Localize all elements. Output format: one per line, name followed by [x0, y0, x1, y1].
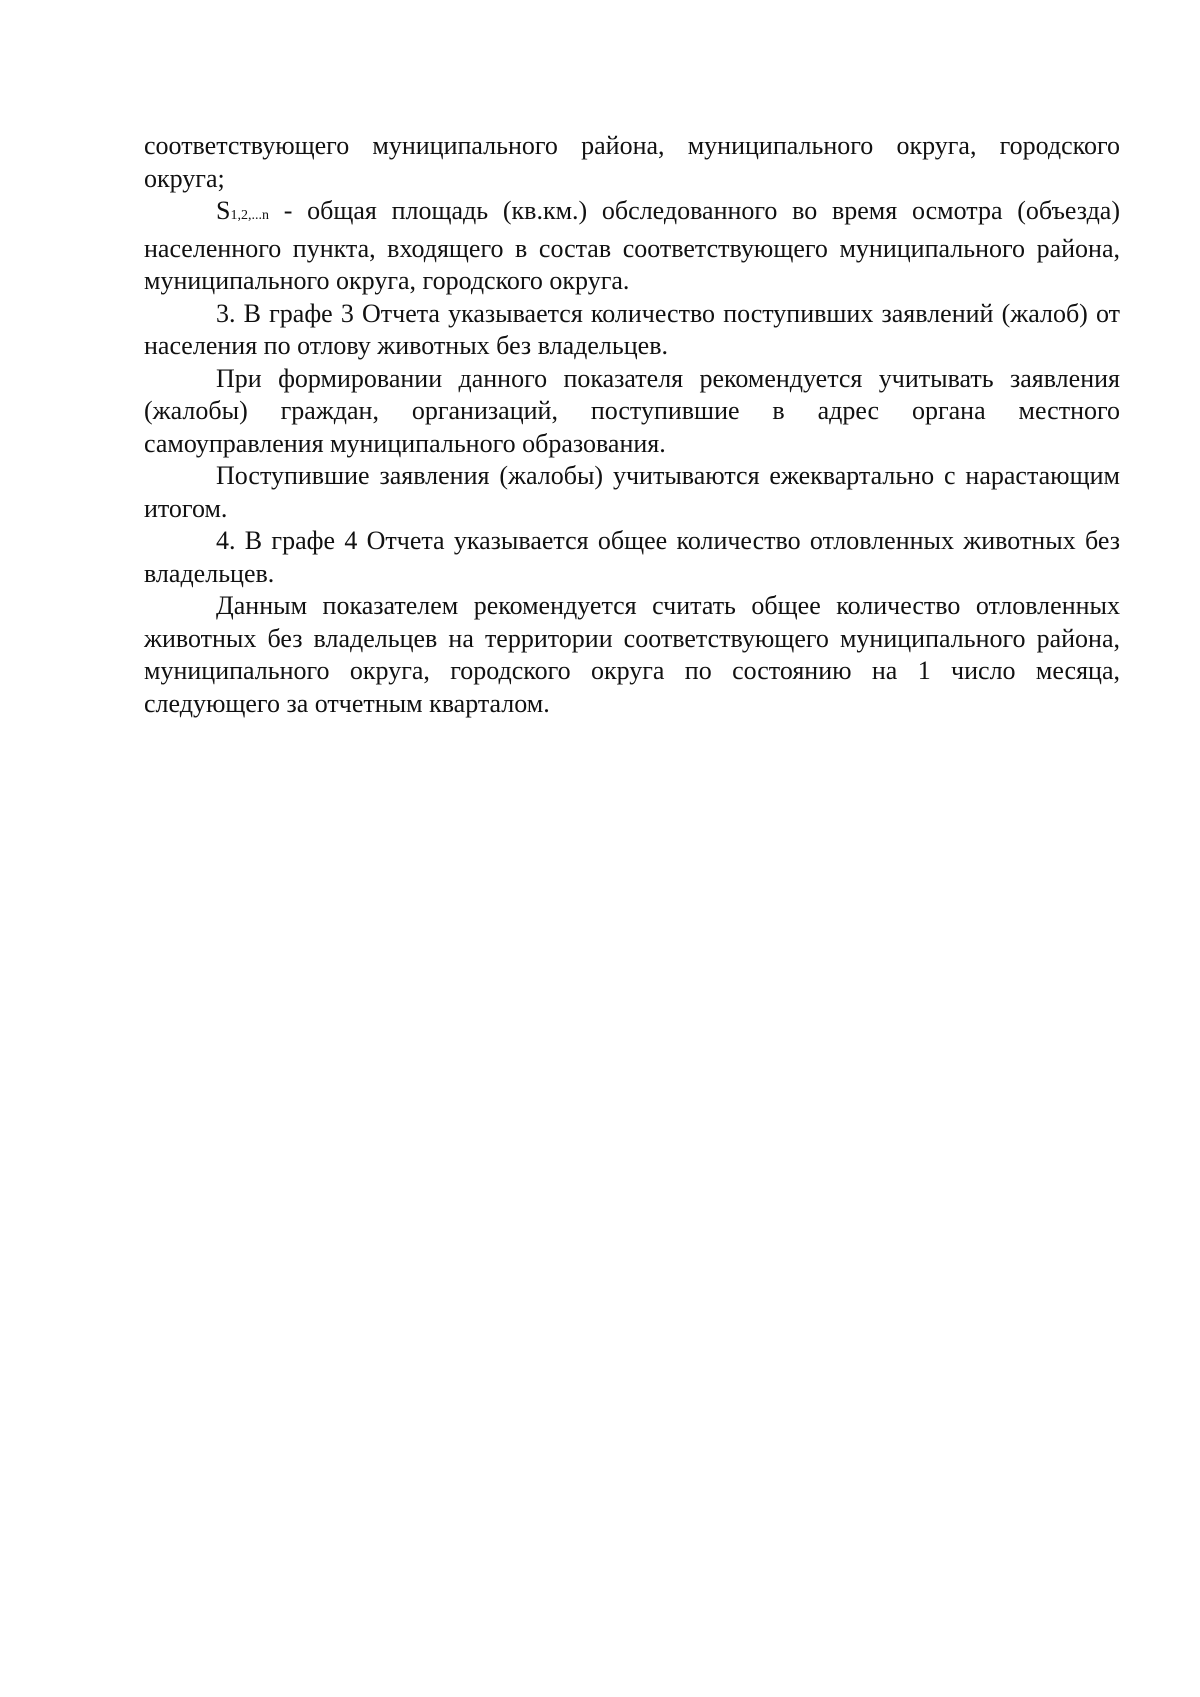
paragraph-area-definition — [144, 195, 1120, 298]
paragraph-column-4-guidance: Данным показателем рекомендуется считать общее количество отловленных животных без владельцев на территории соответствующего муниципального района, муниципального округа, городского округа по состоянию на 1 число месяца, следующего за отчетным кварталом. — [144, 591, 1120, 718]
area-symbol-subscript: 1,2,...n — [230, 208, 269, 223]
paragraph-column-3-accounting: Поступившие заявления (жалобы) учитываются ежеквартально с нарастающим итогом. — [144, 461, 1120, 523]
area-symbol: S — [216, 196, 231, 225]
paragraph-column-4: 4. В графе 4 Отчета указывается общее количество отловленных животных без владельцев. — [144, 526, 1120, 588]
paragraph-column-3: 3. В графе 3 Отчета указывается количество поступивших заявлений (жалоб) от населения по отлову животных без владельцев. — [144, 298, 1120, 360]
paragraph-column-3-guidance: При формировании данного показателя рекомендуется учитывать заявления (жалобы) граждан, организаций, поступившие в адрес органа местного самоуправления муниципального образования. — [144, 363, 1120, 458]
document-body — [144, 130, 1120, 720]
paragraph-municipal-continuation: соответствующего муниципального района, муниципального округа, городского округа; — [144, 131, 1120, 193]
area-definition-text: - общая площадь (кв.км.) обследованного во время осмотра (объезда) населенного пункта, входящего в состав соответствующего муниципального района, муниципального округа, городского округа. — [144, 196, 1120, 295]
